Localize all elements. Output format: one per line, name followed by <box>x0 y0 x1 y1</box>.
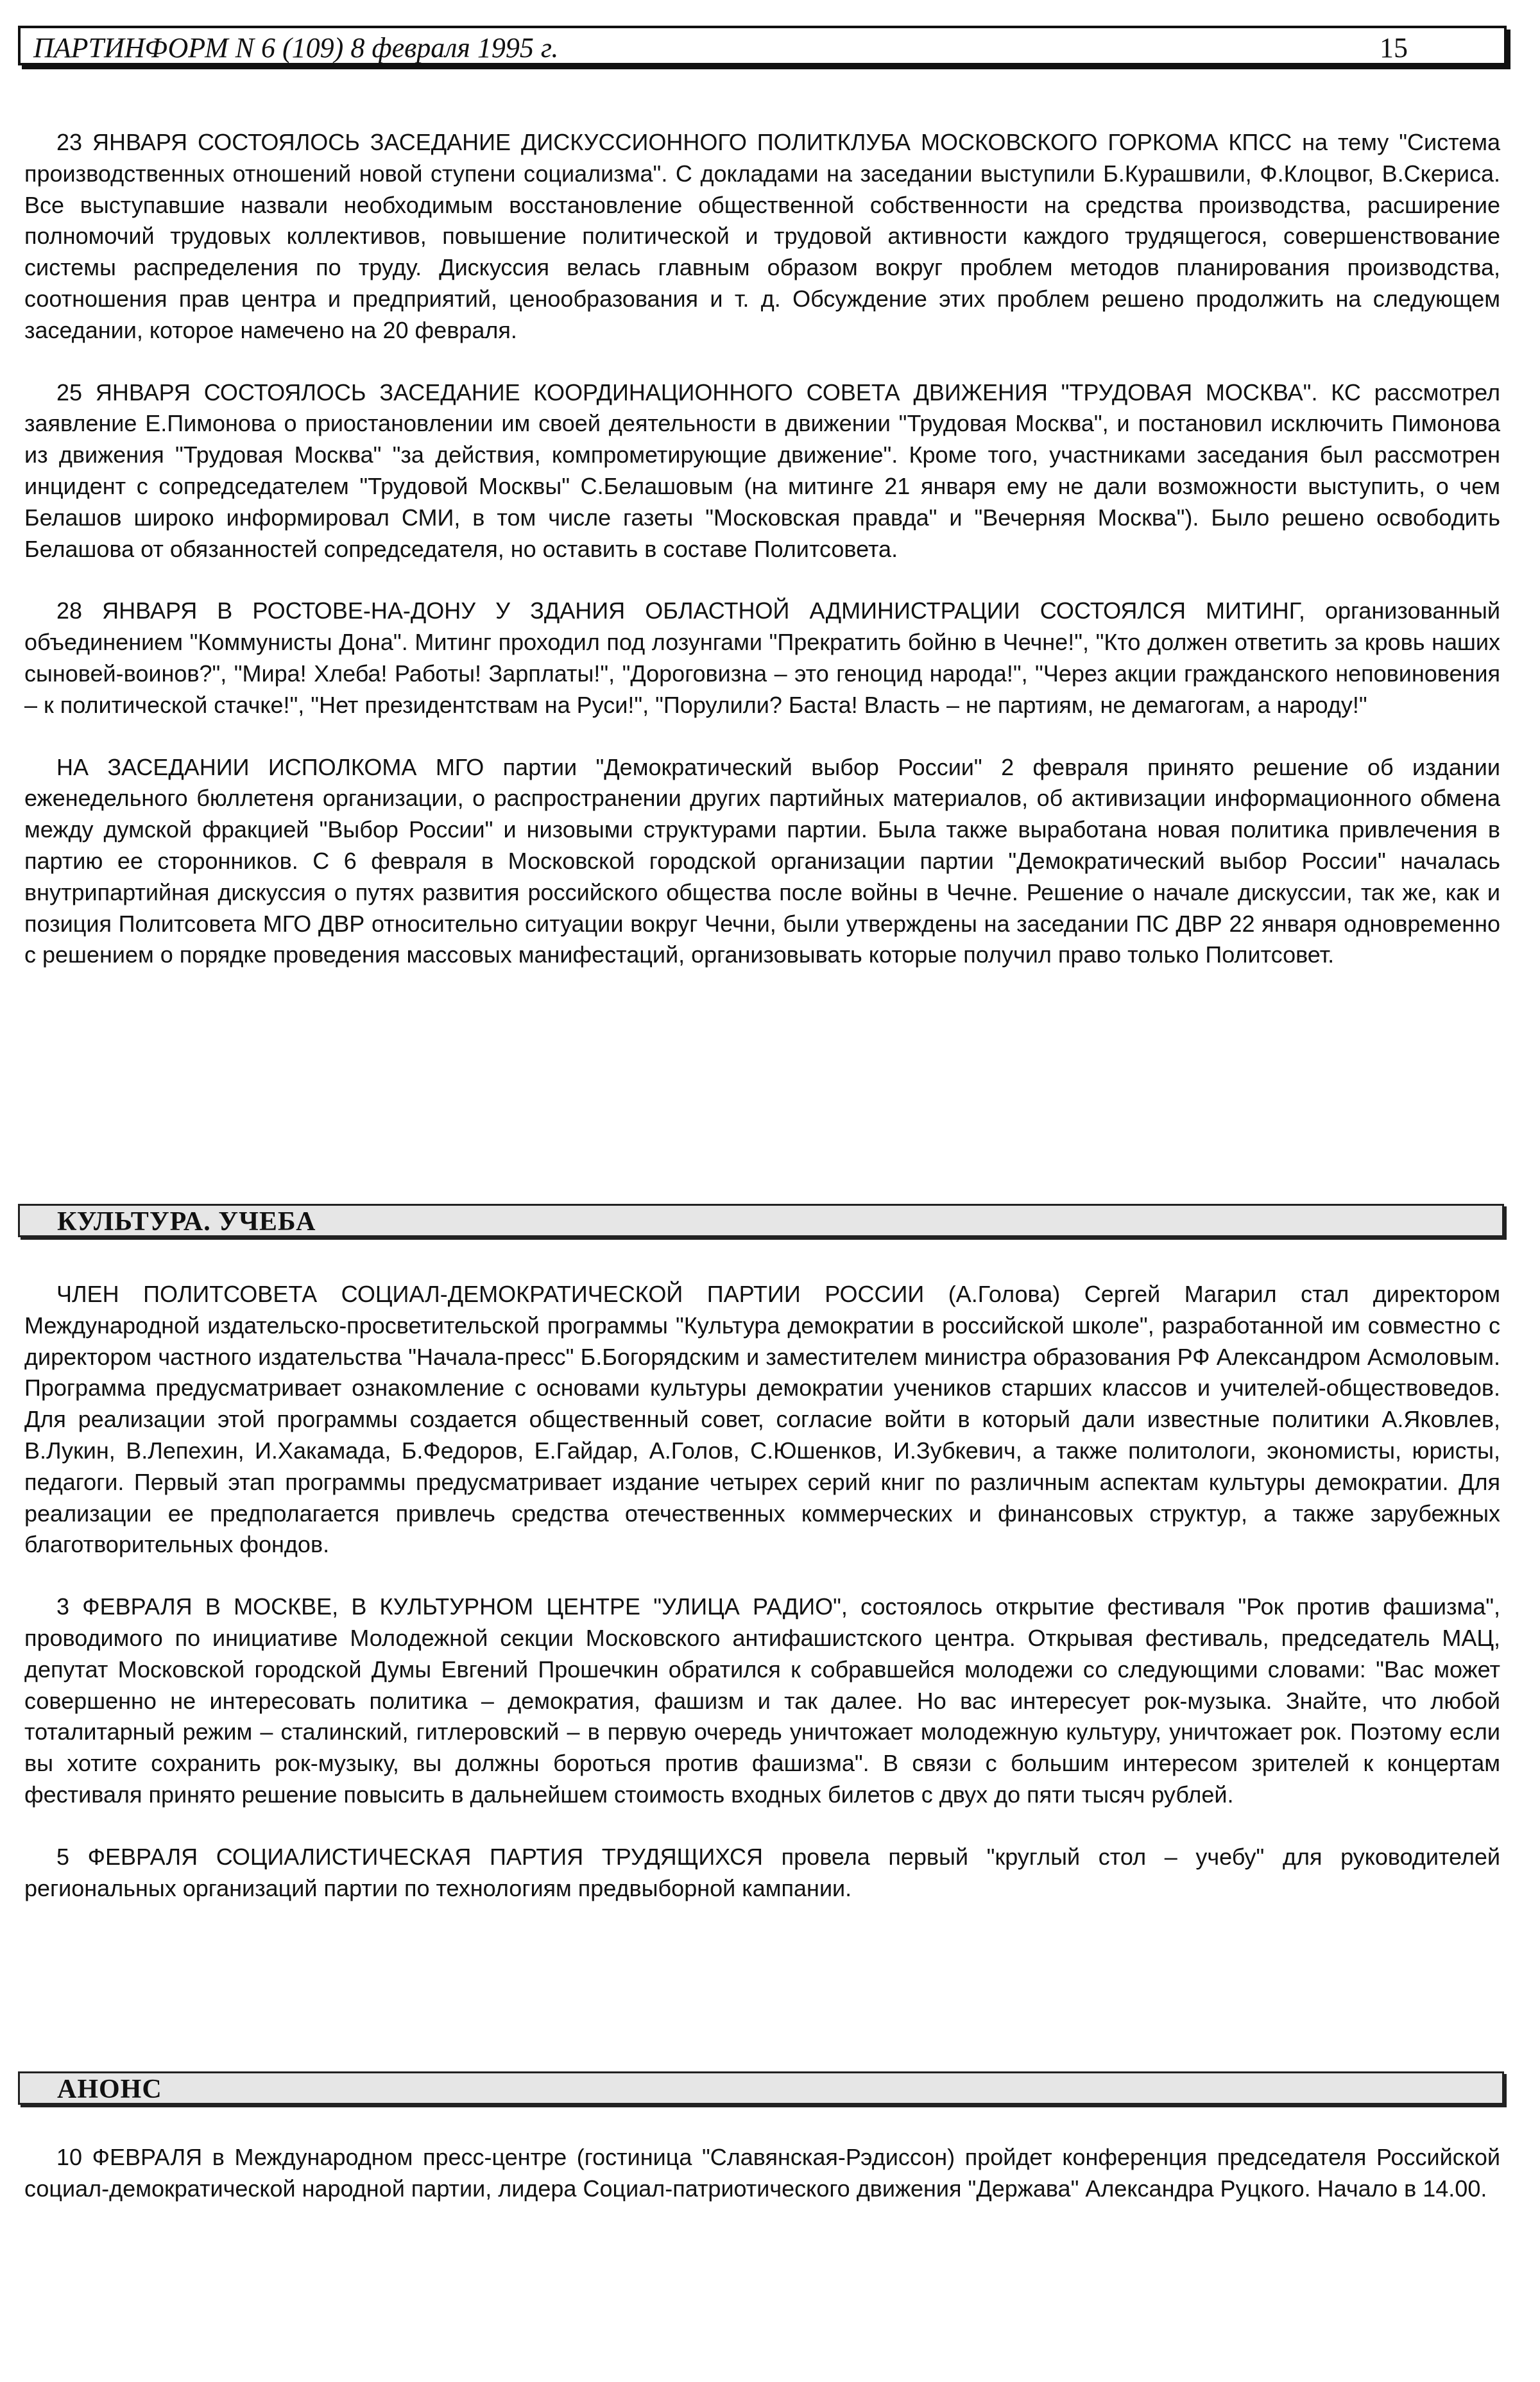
section-header-announce <box>18 2071 1504 2105</box>
section-header-culture <box>18 1204 1504 1237</box>
news-item-dvr-ispolkom: НА ЗАСЕДАНИИ ИСПОЛКОМА МГО партии "Демократический выбор России" 2 февраля принято решение об издании еженедельного бюллетеня организации, о распространении других партийных материалов, об активизации информационного обмена между думской фракцией "Выбор России" и низовыми структурами партии. Была также выработана новая политика привлечения в партию ее сторонников. С 6 февраля в Московской городской организации партии "Демократический выбор России" началась внутрипартийная дискуссия о путях развития российского общества после войны в Чечне. Решение о начале дискуссии, так же, как и позиция Политсовета МГО ДВР относительно ситуации вокруг Чечни, были утверждены на заседании ПС ДВР 22 января одновременно с решением о порядке проведения массовых манифестаций, организовывать которые получил право только Политсовет. <box>24 753 1500 968</box>
news-item-rutskoy-conference: 10 ФЕВРАЛЯ в Международном пресс-центре (гостиница "Славянская-Рэдиссон) пройдет конференция председателя Российской социал-демократической народной партии, лидера Социал-патриотического движения "Держава" Александра Руцкого. Начало в 14.00. <box>24 2144 1500 2202</box>
news-section-announce <box>24 2142 1500 2205</box>
news-item-rostov-rally: 28 ЯНВАРЯ В РОСТОВЕ-НА-ДОНУ У ЗДАНИЯ ОБЛАСТНОЙ АДМИНИСТРАЦИИ СОСТОЯЛСЯ МИТИНГ, организованный объединением "Коммунисты Дона". Митинг проходил под лозунгами "Прекратить бойню в Чечне!", "Кто должен ответить за кровь наших сыновей-воинов?", "Мира! Хлеба! Работы! Зарплаты!", "Дороговизна – это геноцид народа!", "Через акции гражданского неповиновения – к политической стачке!", "Нет президентствам на Руси!", "Порулили? Баста! Власть – не партиям, не демагогам, а народу!" <box>24 597 1500 718</box>
publication-title: ПАРТИНФОРМ N 6 (109) 8 февраля 1995 г. <box>33 32 559 64</box>
news-item-round-table: 5 ФЕВРАЛЯ СОЦИАЛИСТИЧЕСКАЯ ПАРТИЯ ТРУДЯЩИХСЯ провела первый "круглый стол – учебу" для руководителей региональных организаций партии по технологиям предвыборной кампании. <box>24 1843 1500 1901</box>
section-title-announce: АНОНС <box>57 2075 162 2104</box>
news-item-culture-program: ЧЛЕН ПОЛИТСОВЕТА СОЦИАЛ-ДЕМОКРАТИЧЕСКОЙ ПАРТИИ РОССИИ (А.Голова) Сергей Магарил стал директором Международной издательско-просветительской программы "Культура демократии в российской школе", разработанной им совместно с директором частного издательства "Начала-пресс" Б.Богорядским и заместителем министра образования РФ Александром Асмоловым. Программа предусматривает ознакомление с основами культуры демократии учеников старших классов и учителей-обществоведов. Для реализации этой программы создается общественный совет, согласие войти в который дали известные политики А.Яковлев, В.Лукин, В.Лепехин, И.Хакамада, Б.Федоров, Е.Гайдар, А.Голов, С.Юшенков, И.Зубкевич, а также политологи, экономисты, юристы, педагоги. Первый этап программы предусматривает издание четырех серий книг по различным аспектам культуры демократии. Для реализации ее предполагается привлечь средства отечественных коммерческих и финансовых структур, а также зарубежных благотворительных фондов. <box>24 1281 1500 1558</box>
news-section-main <box>24 127 1500 971</box>
news-item-politclub: 23 ЯНВАРЯ СОСТОЯЛОСЬ ЗАСЕДАНИЕ ДИСКУССИОННОГО ПОЛИТКЛУБА МОСКОВСКОГО ГОРКОМА КПСС на тему "Система производственных отношений новой ступени социализма". С докладами на заседании выступили Б.Курашвили, Ф.Клоцвог, В.Скериса. Все выступавшие назвали необходимым восстановление общественной собственности на средства производства, расширение полномочий трудовых коллективов, повышение политической и трудовой активности каждого трудящегося, совершенствование системы распределения по труду. Дискуссия велась главным образом вокруг проблем методов планирования производства, соотношения прав центра и предприятий, ценообразования и т. д. Обсуждение этих проблем решено продолжить на следующем заседании, которое намечено на 20 февраля. <box>24 129 1500 343</box>
page-number: 15 <box>1380 32 1408 64</box>
news-item-rock-festival: 3 ФЕВРАЛЯ В МОСКВЕ, В КУЛЬТУРНОМ ЦЕНТРЕ "УЛИЦА РАДИО", состоялось открытие фестиваля "Рок против фашизма", проводимого по инициативе Молодежной секции Московского антифашистского центра. Открывая фестиваль, председатель МАЦ, депутат Московской городской Думы Евгений Прошечкин обратился к собравшейся молодежи со следующими словами: "Вас может совершенно не интересовать политика – демократия, фашизм и так далее. Но вас интересует рок-музыка. Знайте, что любой тоталитарный режим – сталинский, гитлеровский – в первую очередь уничтожает молодежную культуру, уничтожает рок. Поэтому если вы хотите сохранить рок-музыку, вы должны бороться против фашизма". В связи с большим интересом зрителей к концертам фестиваля принято решение повысить в дальнейшем стоимость входных билетов с двух до пяти тысяч рублей. <box>24 1593 1500 1808</box>
news-item-trudovaya-moskva: 25 ЯНВАРЯ СОСТОЯЛОСЬ ЗАСЕДАНИЕ КООРДИНАЦИОННОГО СОВЕТА ДВИЖЕНИЯ "ТРУДОВАЯ МОСКВА". КС рассмотрел заявление Е.Пимонова о приостановлении им своей деятельности в движении "Трудовая Москва", и постановил исключить Пимонова из движения "Трудовая Москва" "за действия, компрометирующие движение". Кроме того, участниками заседания был рассмотрен инцидент с сопредседателем "Трудовой Москвы" С.Белашовым (на митинге 21 января ему не дали возможности выступить, о чем Белашов широко информировал СМИ, в том числе газеты "Московская правда" и "Вечерняя Москва"). Было решено освободить Белашова от обязанностей сопредседателя, но оставить в составе Политсовета. <box>24 379 1500 562</box>
news-section-culture <box>24 1279 1500 1904</box>
page-header <box>18 26 1507 65</box>
section-title-culture: КУЛЬТУРА. УЧЕБА <box>57 1207 316 1237</box>
